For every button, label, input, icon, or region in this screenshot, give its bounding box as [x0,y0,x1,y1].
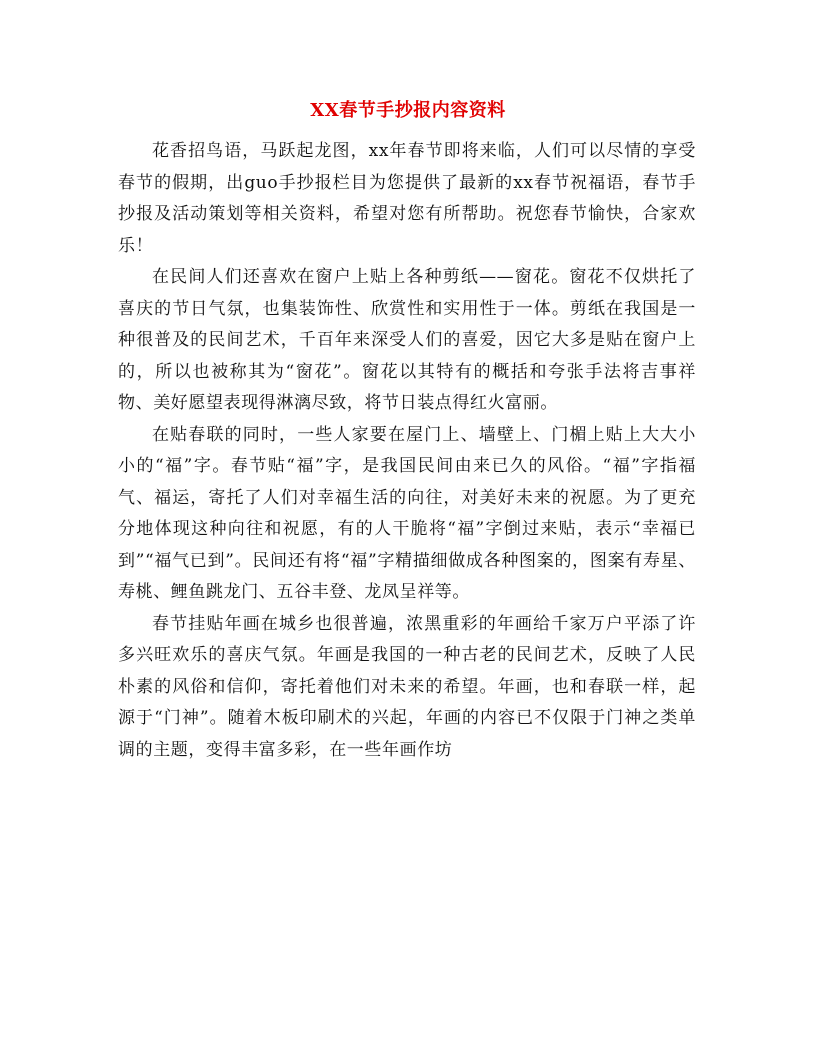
document-body [118,136,696,766]
paragraph-new-year-pictures: 春节挂贴年画在城乡也很普遍，浓黑重彩的年画给千家万户平添了许多兴旺欢乐的喜庆气氛。年画是我国的一种古老的民间艺术，反映了人民朴素的风俗和信仰，寄托着他们对未来的希望。年画，也和春联一样，起源于“门神”。随着木板印刷术的兴起，年画的内容已不仅限于门神之类单调的主题，变得丰富多彩，在一些年画作坊 [118,613,696,760]
document-title: XX春节手抄报内容资料 [310,100,506,121]
paragraph-intro: 花香招鸟语，马跃起龙图，xx年春节即将来临，人们可以尽情的享受春节的假期，出guo手抄报栏目为您提供了最新的xx春节祝福语，春节手抄报及活动策划等相关资料，希望对您有所帮助。祝您春节愉快，合家欢乐！ [118,141,696,256]
paragraph-window-flowers: 在民间人们还喜欢在窗户上贴上各种剪纸——窗花。窗花不仅烘托了喜庆的节日气氛，也集装饰性、欣赏性和实用性于一体。剪纸在我国是一种很普及的民间艺术，千百年来深受人们的喜爱，因它大多是贴在窗户上的，所以也被称其为“窗花”。窗花以其特有的概括和夸张手法将吉事祥物、美好愿望表现得淋漓尽致，将节日装点得红火富丽。 [118,267,696,413]
paragraph-fu-character: 在贴春联的同时，一些人家要在屋门上、墙壁上、门楣上贴上大大小小的“福”字。春节贴“福”字，是我国民间由来已久的风俗。“福”字指福气、福运，寄托了人们对幸福生活的向往，对美好未来的祝愿。为了更充分地体现这种向往和祝愿，有的人干脆将“福”字倒过来贴，表示“幸福已到”“福气已到”。民间还有将“福”字精描细做成各种图案的，图案有寿星、寿桃、鲤鱼跳龙门、五谷丰登、龙凤呈祥等。 [118,424,696,602]
